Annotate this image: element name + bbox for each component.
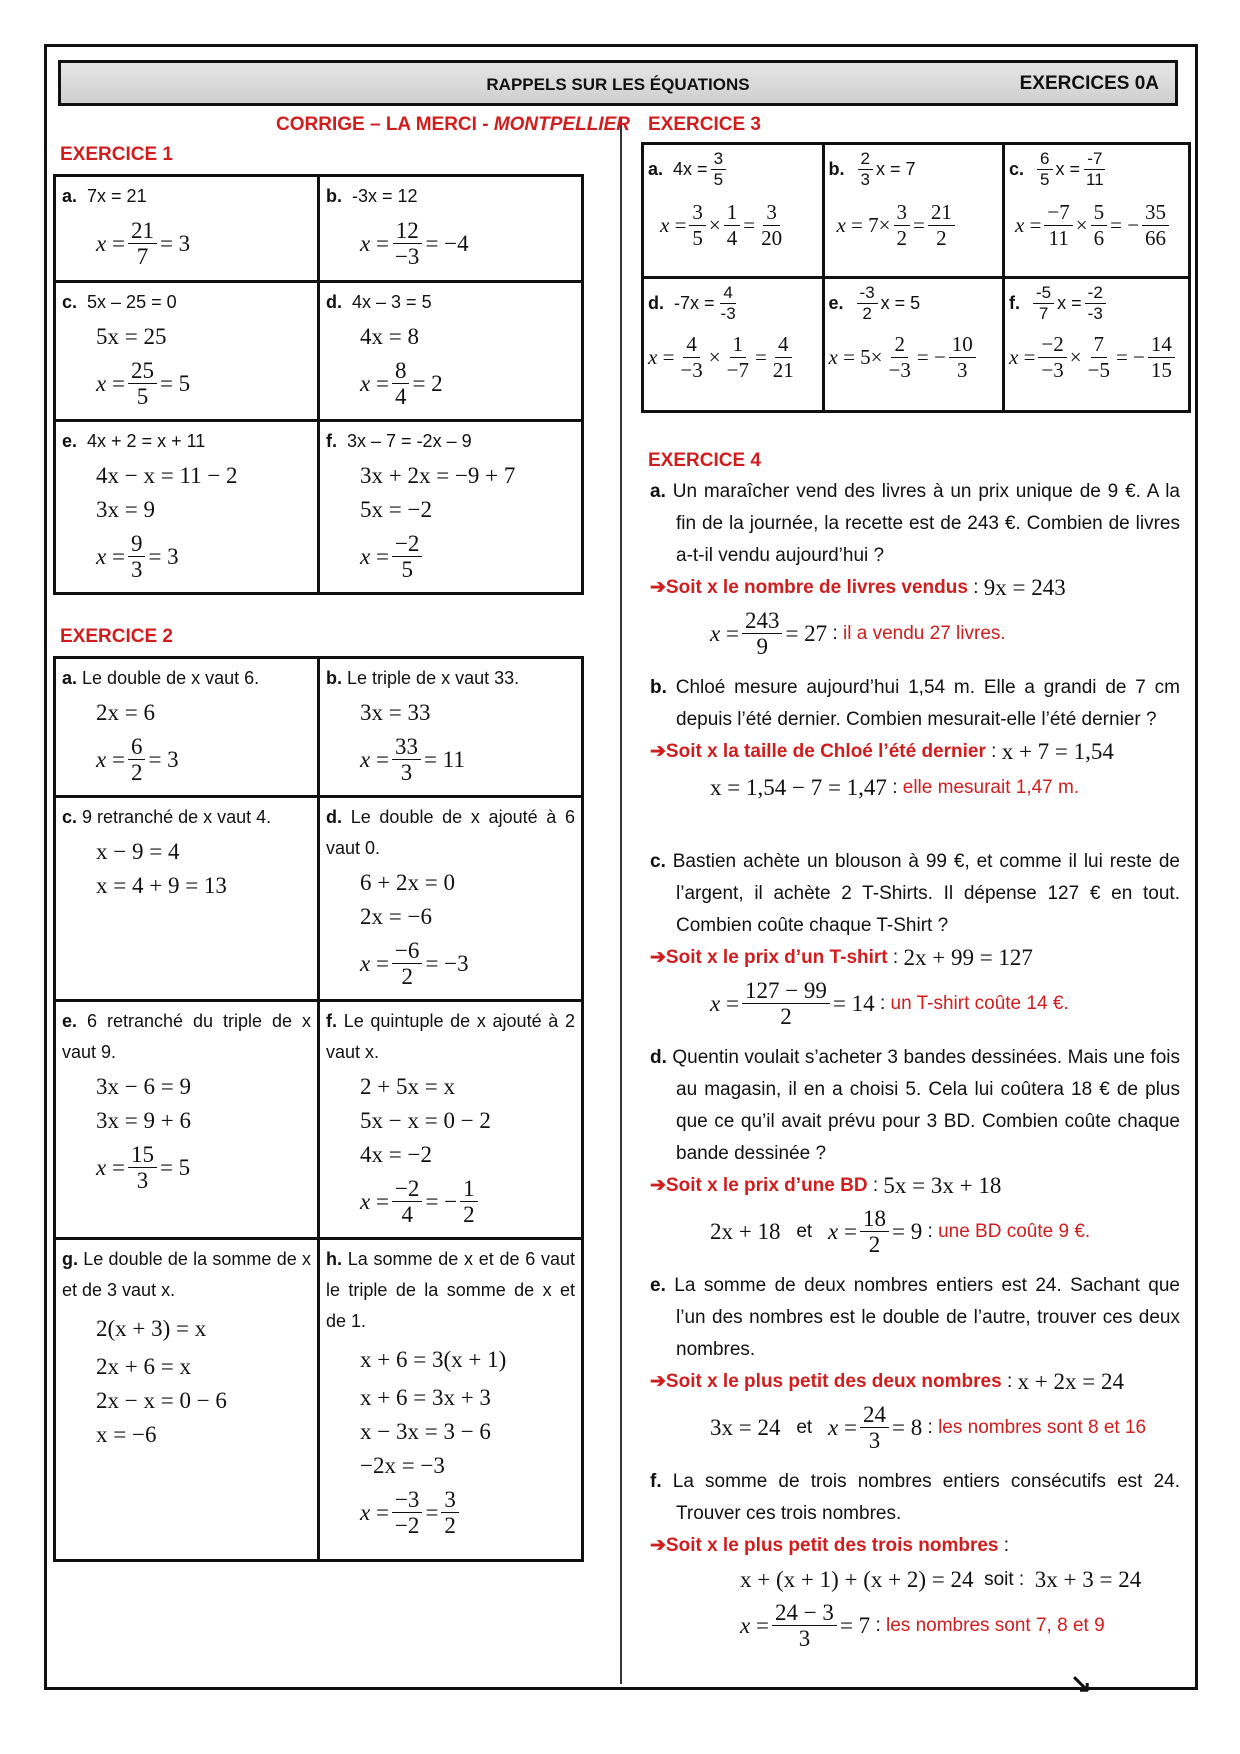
ex3-cell-e: e. -3 2 x = 5 x = 5× 2 −3 = − 10 3 [823,278,1004,412]
ex4-e-question: La somme de deux nombres entiers est 24. Sachant que l’un des nombres est le double de l’autre, trouver ces deux nombres. [674,1275,1180,1360]
ex4-b-result: x = 1,54 − 7 = 1,47 [710,775,887,800]
ex4-c-answer: un T-shirt coûte 14 €. [890,992,1069,1014]
ex3-a-label: a. [648,159,664,179]
ex4-b-eq: x + 7 = 1,54 [1001,739,1114,764]
ex4-c-question: Bastien achète un blouson à 99 €, et comme il lui reste de l’argent, il achète 2 T-Shirts. Il dépense 127 € en tout. Combien coûte chaque T-Shirt ? [672,851,1180,936]
ex3-cell-d: d. -7x = $\frac{4}{-3}$ x = 4 −3 × 1 −7 = 4 21 [643,278,824,412]
ex2-e-step1: 3x − 6 = 9 [96,1074,191,1099]
ex4-d-eq: 5x = 3x + 18 [883,1173,1002,1198]
ex4-f-eq: x + (x + 1) + (x + 2) = 24 [740,1567,974,1592]
ex4-f: f. La somme de trois nombres entiers consécutifs est 24. Trouver ces trois nombres. ➔ Soit x le plus petit des trois nombres : x + (x + 1) + (x + 2) = 24 soit : 3x + 3 = 24 x = $\frac{24 - 3}{3}$ = 7 : les nombres sont 7, 8 et 9 [650,1471,1181,1651]
ex2-d-step2: 2x = −6 [360,904,432,929]
ex3-cell-f: f. -5 7 x = $\frac{-2}{-3}$ x = −2 −3 × 7 −5 = − 14 15 [1004,278,1190,412]
page-header [58,60,1178,106]
ex3-d-label: d. [648,293,664,313]
ex1-cell-f: f. 3x – 7 = -2x – 9 3x + 2x = −9 + 7 5x = −2 x = −2 5 [319,421,583,594]
ex3-e-label: e. [828,293,844,313]
corrige-city: MONTPELLIER [493,114,630,135]
ex1-f-eq: 3x – 7 = -2x – 9 [347,431,472,451]
ex3-cell-c: c. 6 5 x = $\frac{-7}{11}$ x = −7 11 × 5 6 = − 35 66 [1004,144,1190,278]
ex4-a-soit: Soit x le nombre de livres vendus [665,577,968,598]
ex2-h-step4: −2x = −3 [360,1453,445,1478]
ex4-e-label: e. [650,1275,666,1296]
ex1-cell-b: b. -3x = 12 x = 12 −3 = −4 [319,176,583,282]
ex1-f-label: f. [326,431,337,451]
ex1-d-eq: 4x – 3 = 5 [352,292,432,312]
ex1-d-label: d. [326,292,342,312]
ex3-table [641,142,1191,413]
ex2-d-step1: 6 + 2x = 0 [360,870,455,895]
ex2-b-label: b. [326,668,342,688]
ex1-cell-c: c. 5x – 25 = 0 5x = 25 x = 25 5 = 5 [55,282,319,421]
ex2-c-label: c. [62,807,78,827]
page-ref: EXERCICES 0A [1019,73,1159,94]
ex4-f-soit2: soit : [984,1569,1025,1590]
ex2-cell-c [55,797,319,1001]
ex2-f-step3: 4x = −2 [360,1142,432,1167]
ex4-c-label: c. [650,851,666,872]
ex2-cell-g [55,1239,319,1561]
ex2-c-step2: x = 4 + 9 = 13 [96,873,227,898]
ex2-cell-h: h. La somme de x et de 6 vaut le triple de la somme de x et de 1. x + 6 = 3(x + 1) x + 6 = 3x + 3 x − 3x = 3 − 6 −2x = −3 x = −3 −2 = 3 2 [319,1239,583,1561]
ex2-cell-a: a. Le double de x vaut 6. 2x = 6 x = 6 2 = 3 [55,658,319,797]
ex1-b-label: b. [326,186,342,206]
ex4-e-answer: les nombres sont 8 et 16 [938,1416,1147,1438]
ex4-f-answer: les nombres sont 7, 8 et 9 [886,1614,1105,1636]
ex4-e-step: 3x = 24 [710,1414,781,1440]
ex2-cell-f: f. Le quintuple de x ajouté à 2 vaut x. 2 + 5x = x 5x − x = 0 − 2 4x = −2 x = −2 4 = − 1 2 [319,1001,583,1239]
ex1-b-eq: -3x = 12 [352,186,418,206]
ex2-h-step3: x − 3x = 3 − 6 [360,1419,491,1444]
ex4-title: EXERCICE 4 [648,450,761,471]
ex4-a-answer: il a vendu 27 livres. [843,622,1006,644]
ex2-e-step2: 3x = 9 + 6 [96,1108,191,1133]
ex4-a-label: a. [650,481,666,502]
ex3-e-post: x = 5 [880,293,921,313]
corner-mark: ↘ [1070,1668,1092,1698]
ex4-d-step: 2x + 18 [710,1218,781,1244]
ex1-title: EXERCICE 1 [60,144,173,165]
ex2-h-label: h. [326,1249,342,1269]
ex1-a-label: a. [62,186,78,206]
ex1-d-step1: 4x = 8 [360,324,419,349]
ex2-cell-d: d. Le double de x ajouté à 6 vaut 0. 6 + 2x = 0 2x = −6 x = −6 2 = −3 [319,797,583,1001]
ex3-cell-b: b. 2 3 x = 7 x = 7× 3 2 = 21 2 [823,144,1004,278]
ex2-h-step2: x + 6 = 3x + 3 [360,1385,491,1410]
ex4-f-label: f. [650,1471,662,1492]
ex1-table [53,174,584,595]
ex2-g-step2: 2x + 6 = x [96,1354,191,1379]
ex4-f-soit: Soit x le plus petit des trois nombres [665,1535,999,1556]
column-divider [620,118,622,1684]
ex4-d-question: Quentin voulait s’acheter 3 bandes dessinées. Mais une fois au magasin, il en a choisi 5. Cela lui coûtera 18 € de plus que ce qu’il avait prévu pour 3 BD. Combien coûte chaque bande dessinée ? [672,1047,1180,1164]
ex4-d-answer: une BD coûte 9 €. [938,1220,1091,1242]
ex1-a-eq: 7x = 21 [87,186,147,206]
ex2-cell-e: e. 6 retranché du triple de x vaut 9. 3x − 6 = 9 3x = 9 + 6 x = 15 3 = 5 [55,1001,319,1239]
ex4-b-answer: elle mesurait 1,47 m. [902,777,1080,798]
ex3-c-label: c. [1009,159,1025,179]
ex2-b-step1: 3x = 33 [360,700,431,725]
ex3-cell-a: a. 4x = $\frac{3}{5}$ x = 3 5 × 1 4 = 3 20 [643,144,824,278]
ex4-b-question: Chloé mesure aujourd’hui 1,54 m. Elle a grandi de 7 cm depuis l’été dernier. Combien mesurait-elle l’été dernier ? [675,677,1180,730]
ex4-f-eq2: 3x + 3 = 24 [1034,1567,1142,1592]
ex2-d-label: d. [326,807,342,827]
ex4-e-eq: x + 2x = 24 [1017,1369,1124,1394]
ex4-d: d. Quentin voulait s’acheter 3 bandes dessinées. Mais une fois au magasin, il en a choisi 5. Cela lui coûtera 18 € de plus que ce qu’il avait prévu pour 3 BD. Combien coûte chaque bande dessinée ? ➔ Soit x le prix d’une BD : 5x = 3x + 18 2x + 18 et x = $\frac{18}{2}$ = 9 : une BD coûte 9 €. [650,1047,1180,1257]
ex1-f-step1: 3x + 2x = −9 + 7 [360,463,516,488]
ex2-c-question: 9 retranché de x vaut 4. [82,807,272,827]
ex1-e-label: e. [62,431,78,451]
ex4-a-question: Un maraîcher vend des livres à un prix unique de 9 €. A la fin de la journée, la recette est de 243 €. Combien de livres a-t-il vendu aujourd’hui ? [672,481,1180,566]
ex2-g-label: g. [62,1249,78,1269]
corrige-heading [276,114,630,136]
ex2-c-step1: x − 9 = 4 [96,839,180,864]
ex4-d-et: et [796,1220,813,1242]
corrige-prefix: CORRIGE – [276,114,386,135]
ex4-b: b. Chloé mesure aujourd’hui 1,54 m. Elle a grandi de 7 cm depuis l’été dernier. Combien mesurait-elle l’été dernier ? ➔ Soit x la taille de Chloé l’été dernier : x + 7 = 1,54 x = 1,54 − 7 = 1,47 : elle mesurait 1,47 m. [650,672,1180,804]
ex2-table [53,656,584,1562]
ex2-g-question: Le double de la somme de x et de 3 vaut x. [62,1249,311,1300]
ex2-g-step1: 2(x + 3) = x [96,1316,207,1341]
ex3-b-label: b. [828,159,845,179]
ex2-f-label: f. [326,1011,337,1031]
ex1-e-step1: 4x − x = 11 − 2 [96,463,238,488]
ex2-e-label: e. [62,1011,78,1031]
ex1-e-eq: 4x + 2 = x + 11 [87,431,206,451]
ex4-a: a. Un maraîcher vend des livres à un prix unique de 9 €. A la fin de la journée, la recette est de 243 €. Combien de livres a-t-il vendu aujourd’hui ? ➔ Soit x le nombre de livres vendus : 9x = 243 x = $\frac{243}{9}$ = 27 : il a vendu 27 livres. [650,481,1180,659]
ex4-e: e. La somme de deux nombres entiers est 24. Sachant que l’un des nombres est le double de l’autre, trouver ces deux nombres. ➔ Soit x le plus petit des deux nombres : x + 2x = 24 3x = 24 et x = $\frac{24}{3}$ = 8 : les nombres sont 8 et 16 [650,1275,1180,1453]
ex1-e-step2: 3x = 9 [96,497,155,522]
corrige-school: LA MERCI [385,114,477,135]
ex2-f-step1: 2 + 5x = x [360,1074,455,1099]
ex3-f-post: x = [1057,293,1082,313]
ex4-e-soit: Soit x le plus petit des deux nombres [665,1371,1002,1392]
ex1-f-step2: 5x = −2 [360,497,432,522]
ex4-c: c. Bastien achète un blouson à 99 €, et comme il lui reste de l’argent, il achète 2 T-Shirts. Il dépense 127 € en tout. Combien coûte chaque T-Shirt ? ➔ Soit x le prix d’un T-shirt : 2x + 99 = 127 x = $\frac{127 - 99}{2}$ = 14 : un T-shirt coûte 14 €. [650,851,1180,1029]
corrige-dash: - [476,114,494,135]
ex1-cell-a: a. 7x = 21 x = 21 7 = 3 [55,176,319,282]
ex4-c-soit: Soit x le prix d’un T-shirt [665,947,888,968]
ex2-a-label: a. [62,668,78,688]
ex4-f-question: La somme de trois nombres entiers consécutifs est 24. Trouver ces trois nombres. [672,1471,1181,1524]
ex1-c-eq: 5x – 25 = 0 [87,292,177,312]
ex2-a-question: Le double de x vaut 6. [82,668,260,688]
ex4-c-eq: 2x + 99 = 127 [903,945,1033,970]
ex3-a-pre: 4x = [673,159,708,179]
ex2-title: EXERCICE 2 [60,626,173,647]
page-title: RAPPELS SUR LES ÉQUATIONS [486,75,750,94]
ex1-cell-d: d. 4x – 3 = 5 4x = 8 x = 8 4 = 2 [319,282,583,421]
ex3-b-post: x = 7 [875,159,916,179]
ex4-e-et: et [796,1416,813,1438]
ex4-a-eq: 9x = 243 [983,575,1066,600]
ex2-g-step3: 2x − x = 0 − 6 [96,1388,227,1413]
ex3-f-label: f. [1009,293,1020,313]
ex4-b-label: b. [650,677,667,698]
ex2-f-question: Le quintuple de x ajouté à 2 vaut x. [326,1011,575,1062]
ex2-d-question: Le double de x ajouté à 6 vaut 0. [326,807,575,858]
ex2-cell-b: b. Le triple de x vaut 33. 3x = 33 x = 33 3 = 11 [319,658,583,797]
ex2-g-step4: x = −6 [96,1422,157,1447]
ex3-d-pre: -7x = [674,293,715,313]
ex2-b-question: Le triple de x vaut 33. [347,668,520,688]
ex2-a-step1: 2x = 6 [96,700,155,725]
ex2-h-question: La somme de x et de 6 vaut le triple de la somme de x et de 1. [326,1249,575,1331]
ex2-f-step2: 5x − x = 0 − 2 [360,1108,491,1133]
ex1-c-label: c. [62,292,78,312]
ex2-h-step1: x + 6 = 3(x + 1) [360,1347,507,1372]
ex4-d-label: d. [650,1047,667,1068]
ex3-title: EXERCICE 3 [648,114,761,135]
ex4-b-soit: Soit x la taille de Chloé l’été dernier [665,741,986,762]
ex1-cell-e: e. 4x + 2 = x + 11 4x − x = 11 − 2 3x = 9 x = 9 3 = 3 [55,421,319,594]
ex3-c-post: x = [1055,159,1081,179]
ex1-c-step1: 5x = 25 [96,324,167,349]
ex2-e-question: 6 retranché du triple de x vaut 9. [62,1011,311,1062]
ex4-d-soit: Soit x le prix d’une BD [665,1175,868,1196]
